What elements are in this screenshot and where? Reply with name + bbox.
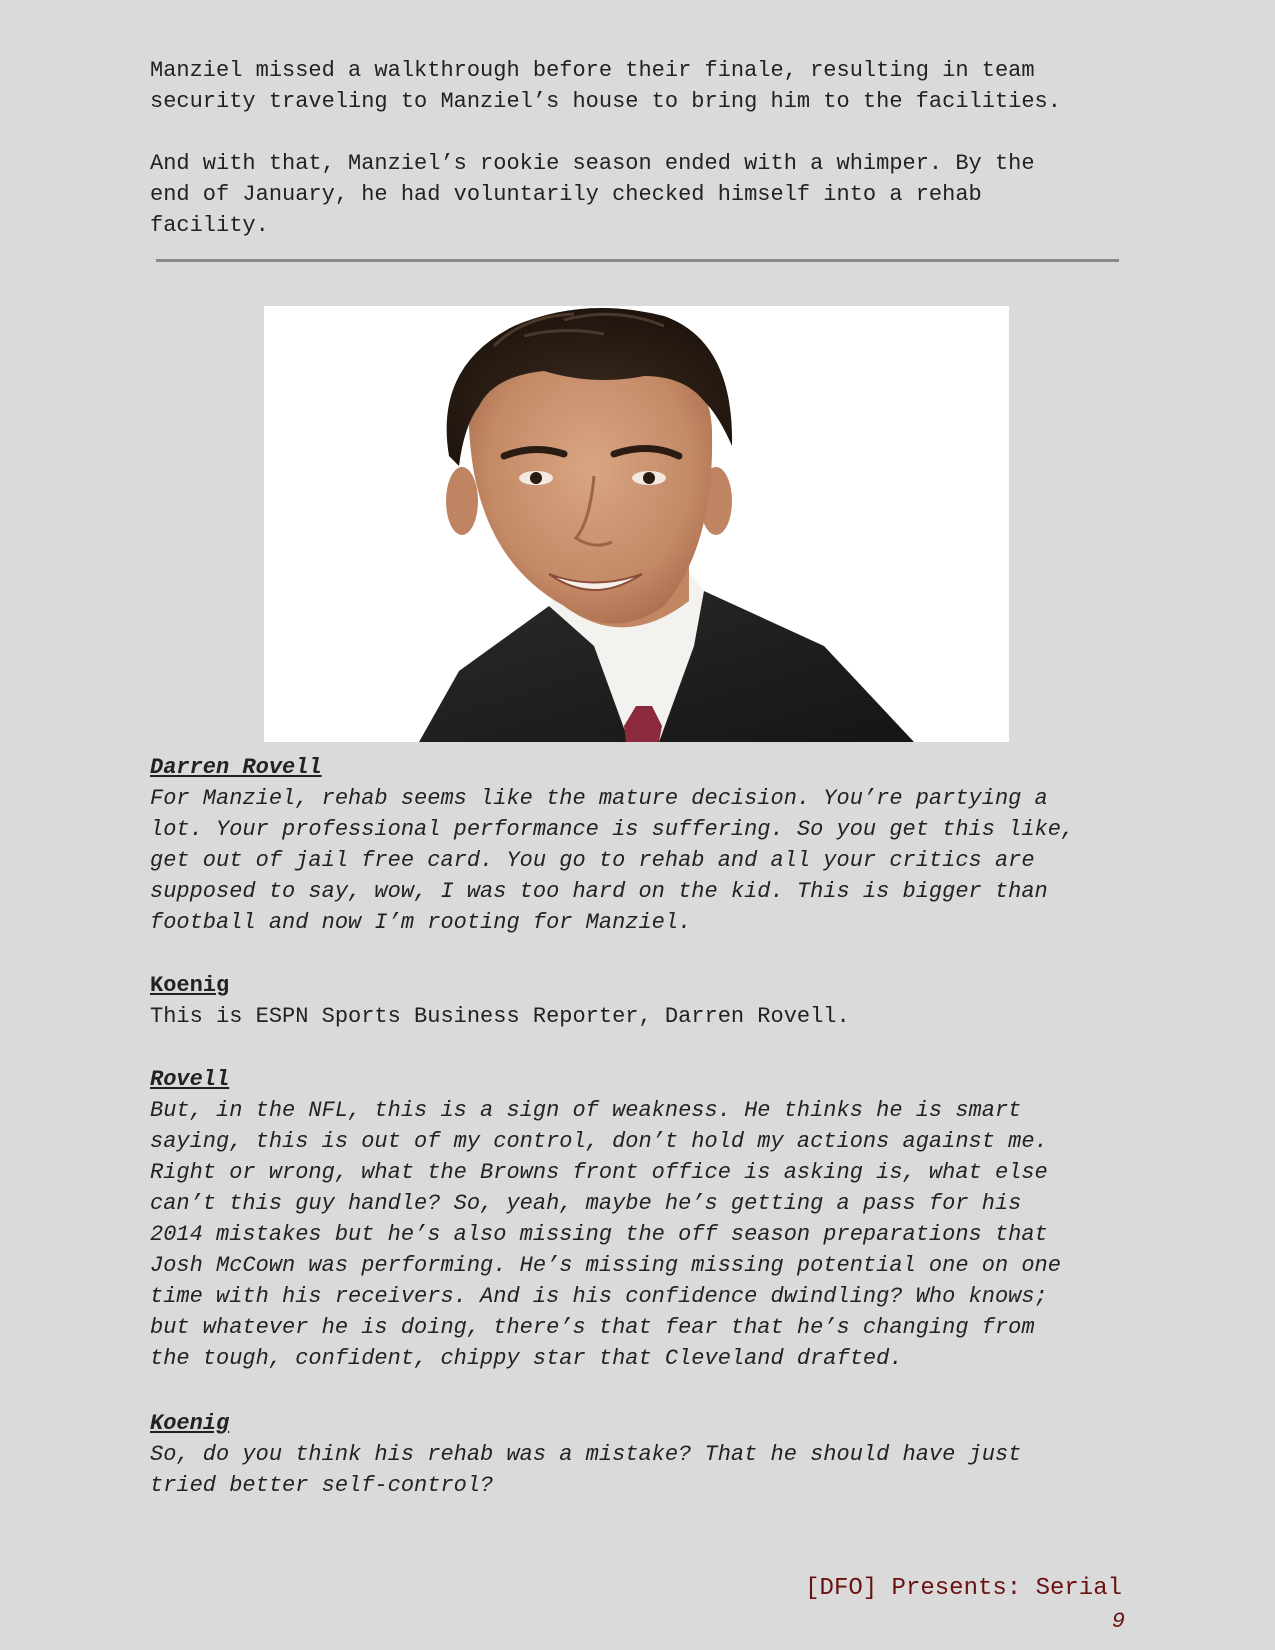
- speaker-name: Darren Rovell: [150, 755, 322, 780]
- speaker-name: Koenig: [150, 1411, 230, 1436]
- speaker-name: Koenig: [150, 973, 230, 998]
- intro-text: [150, 55, 1130, 241]
- footer-title: [DFO] Presents: Serial: [805, 1575, 1122, 1602]
- dialogue-entry-4: [150, 1408, 1140, 1501]
- dialogue-text: This is ESPN Sports Business Reporter, Darren Rovell.: [150, 1004, 850, 1029]
- portrait-illustration: [264, 306, 1009, 742]
- section-divider: [156, 259, 1119, 262]
- page-number: 9: [1111, 1609, 1125, 1634]
- speaker-name: Rovell: [150, 1067, 230, 1092]
- dialogue-text: But, in the NFL, this is a sign of weakness. He thinks he is smart saying, this is out of my control, don’t hold my actions against me. Right or wrong, what the Browns front office is asking is, what else can’t this guy handle? So, yeah, maybe he’s getting a pass for his 2014 mistakes but he’s also missing the off season preparations that Josh McCown was performing. He’s missing missing potential one on one time with his receivers. And is his confidence dwindling? Who knows; but whatever he is doing, there’s that fear that he’s changing from the tough, confident, chippy star that Cleveland drafted.: [150, 1098, 1061, 1371]
- dialogue-entry-2: [150, 970, 1140, 1032]
- intro-paragraph-1: Manziel missed a walkthrough before their finale, resulting in team security traveling to Manziel’s house to bring him to the facilities.: [150, 58, 1061, 114]
- portrait-photo: [264, 306, 1009, 742]
- dialogue-entry-1: [150, 752, 1140, 938]
- dialogue-text: For Manziel, rehab seems like the mature decision. You’re partying a lot. Your professional performance is suffering. So you get this like, get out of jail free card. You go to rehab and all your critics are supposed to say, wow, I was too hard on the kid. This is bigger than football and now I’m rooting for Manziel.: [150, 786, 1075, 935]
- dialogue-text: So, do you think his rehab was a mistake? That he should have just tried better self-control?: [150, 1442, 1022, 1498]
- intro-paragraph-2: And with that, Manziel’s rookie season ended with a whimper. By the end of January, he had voluntarily checked himself into a rehab facility.: [150, 151, 1035, 238]
- dialogue-entry-3: [150, 1064, 1140, 1374]
